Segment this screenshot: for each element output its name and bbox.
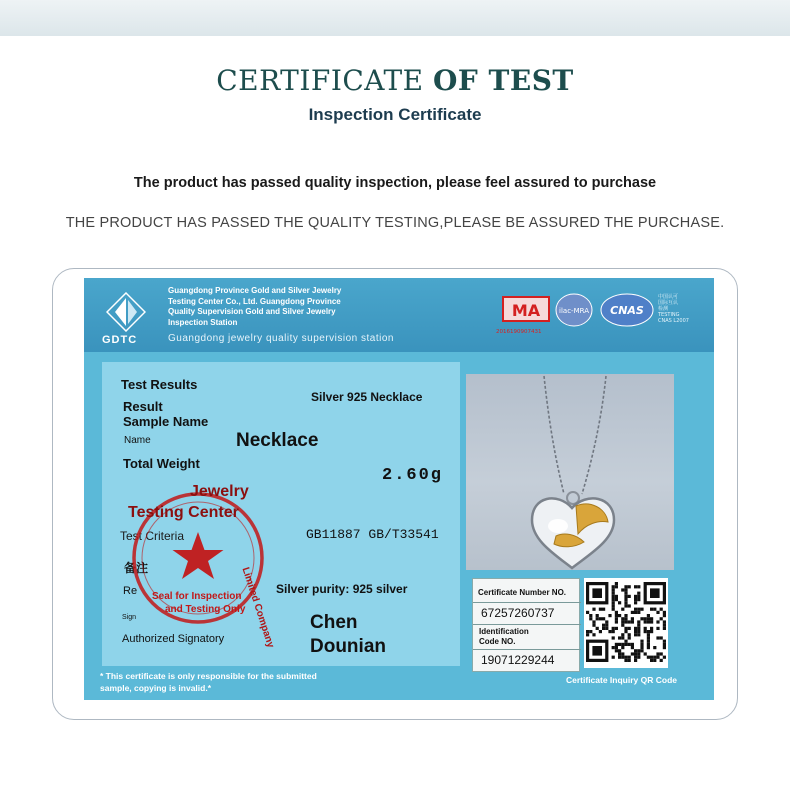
certificate-footnote bbox=[100, 670, 317, 694]
purity-value: Silver purity: 925 silver bbox=[276, 582, 408, 596]
necklace-image bbox=[466, 374, 674, 570]
name-value: Necklace bbox=[236, 430, 319, 451]
criteria-value: GB11887 GB/T33541 bbox=[306, 527, 439, 542]
station-name: Guangdong jewelry quality supervision station bbox=[168, 333, 394, 344]
ma-badge-icon bbox=[502, 294, 550, 324]
cnas-icon bbox=[600, 292, 654, 328]
name-label: Name bbox=[124, 435, 151, 446]
footnote-line: sample, copying is invalid.* bbox=[100, 683, 212, 693]
cnas-note-line: TESTING bbox=[658, 312, 680, 318]
notice-primary: The product has passed quality inspection, please feel assured to purchase bbox=[133, 175, 657, 191]
qr-caption: Certificate Inquiry QR Code bbox=[566, 675, 677, 685]
org-line: Quality Supervision Gold and Silver Jewelry bbox=[168, 307, 336, 316]
id-code-value: 19071229244 bbox=[481, 653, 555, 667]
re-label: Re bbox=[123, 585, 138, 597]
page-subtitle: Inspection Certificate bbox=[308, 105, 482, 124]
product-line: Silver 925 Necklace bbox=[311, 390, 423, 404]
id-code-label-2: Code NO. bbox=[479, 637, 516, 646]
weight-value: 2.60g bbox=[382, 466, 444, 485]
org-line: Guangdong Province Gold and Silver Jewelry bbox=[168, 286, 342, 295]
organization-name bbox=[168, 286, 341, 328]
certificate-header bbox=[84, 278, 714, 352]
ma-badge-text: MA bbox=[511, 301, 541, 320]
total-weight-label: Total Weight bbox=[123, 456, 200, 471]
signatory-first-name: Chen bbox=[310, 612, 358, 633]
ilac-mra-icon bbox=[554, 292, 594, 328]
cert-number-label: Certificate Number NO. bbox=[478, 588, 567, 597]
stamp-line-testing-center: Testing Center bbox=[128, 504, 239, 521]
cnas-text: CNAS bbox=[610, 304, 644, 317]
certificate-card bbox=[84, 278, 714, 700]
qr-code-icon bbox=[584, 578, 668, 668]
title-regular: CERTIFICATE bbox=[216, 64, 434, 97]
ma-code: 2016190907431 bbox=[496, 329, 542, 335]
remark-label: 备注 bbox=[124, 561, 149, 575]
cert-number-value: 67257260737 bbox=[481, 606, 555, 620]
cnas-note bbox=[658, 294, 689, 324]
cnas-note-line: 国际互认 bbox=[658, 300, 679, 306]
title-bold: OF TEST bbox=[433, 64, 574, 97]
authorized-signatory-label: Authorized Signatory bbox=[122, 633, 225, 645]
result-label: Result bbox=[123, 399, 163, 414]
seal-star-icon bbox=[173, 532, 224, 579]
test-criteria-label: Test Criteria bbox=[120, 529, 185, 543]
top-banner bbox=[0, 0, 790, 36]
product-photo bbox=[466, 374, 674, 570]
qr-code[interactable] bbox=[584, 578, 668, 668]
sample-name-label: Sample Name bbox=[123, 414, 209, 429]
stamp-ring-text: Limited Company bbox=[239, 566, 276, 650]
cnas-note-line: CNAS L2007 bbox=[658, 318, 689, 324]
signatory-last-name: Dounian bbox=[310, 636, 386, 657]
ilac-text: ilac-MRA bbox=[559, 307, 589, 315]
gdtc-logo-text: GDTC bbox=[102, 334, 138, 346]
certificate-number-box bbox=[472, 578, 580, 672]
page-title bbox=[0, 64, 790, 97]
cnas-note-line: 检测 bbox=[658, 306, 669, 312]
footnote-line: * This certificate is only responsible for the submitted bbox=[100, 671, 317, 681]
notice-secondary: THE PRODUCT HAS PASSED THE QUALITY TESTING,PLEASE BE ASSURED THE PURCHASE. bbox=[65, 215, 725, 231]
cnas-note-line: 中国认可 bbox=[658, 294, 679, 300]
stamp-seal-line-1: Seal for Inspection bbox=[152, 591, 242, 602]
org-line: Inspection Station bbox=[168, 317, 238, 327]
test-results-label: Test Results bbox=[121, 377, 198, 392]
id-code-label-1: Identification bbox=[479, 627, 529, 636]
stamp-line-jewelry: Jewelry bbox=[190, 483, 249, 500]
stamp-seal-line-2: and Testing Only bbox=[165, 604, 246, 615]
org-line: Testing Center Co., Ltd. Guangdong Province bbox=[168, 296, 341, 306]
gdtc-diamond-icon bbox=[106, 292, 146, 332]
sign-label: Sign bbox=[122, 614, 137, 621]
